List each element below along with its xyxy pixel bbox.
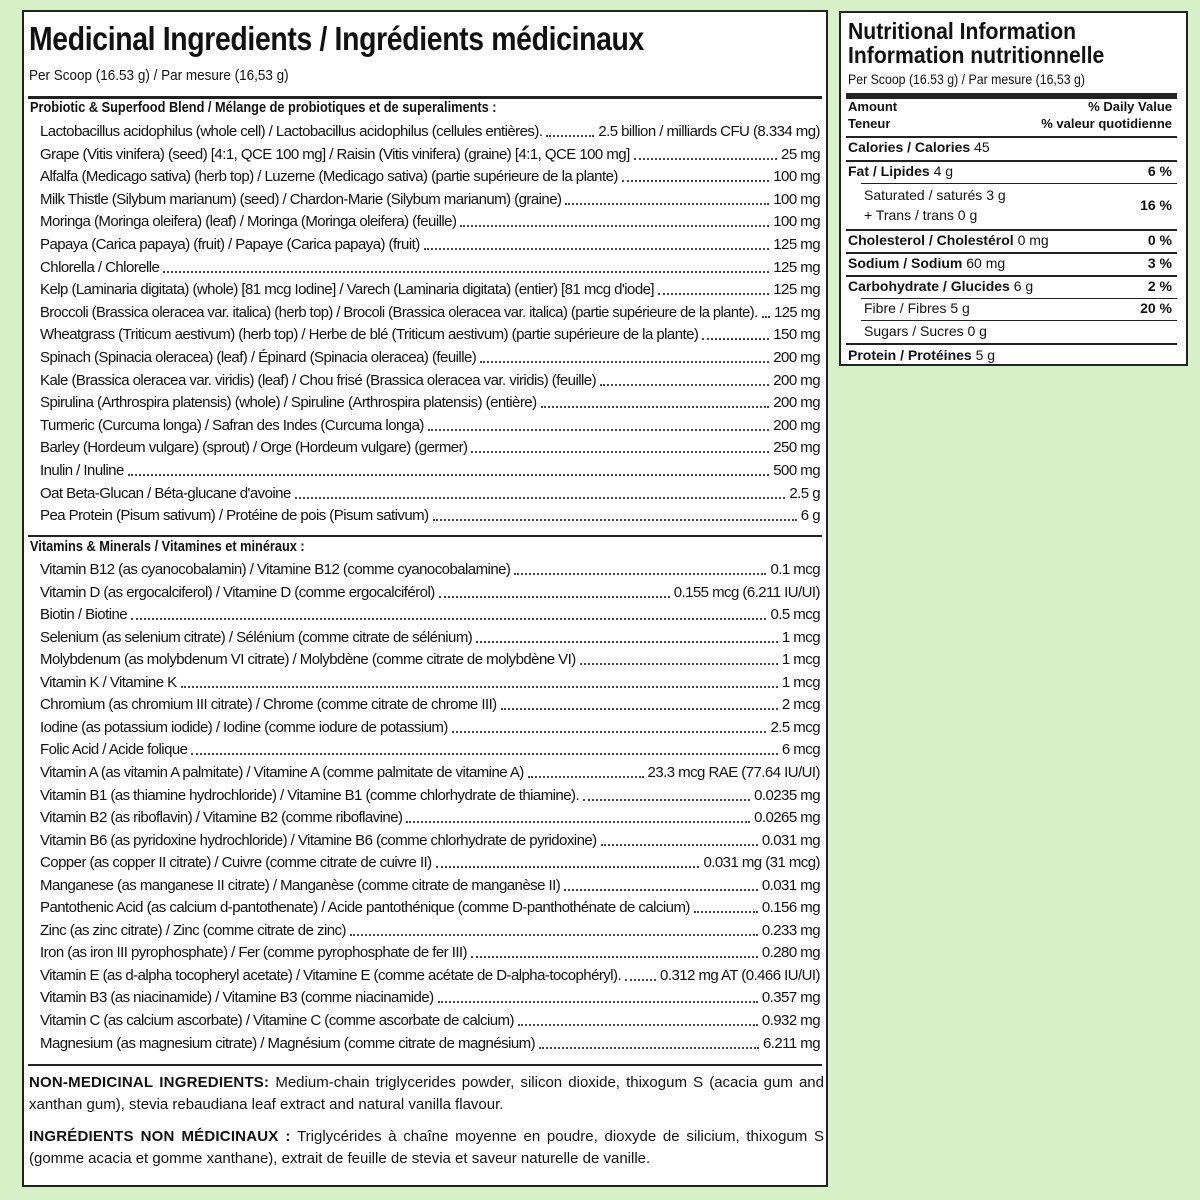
leader-dots [424, 248, 770, 250]
ingredient-name: Milk Thistle (Silybum marianum) (seed) / Chardon-Marie (Silybum marianum) (graine) [40, 190, 562, 208]
ingredient-name: Manganese (as manganese II citrate) / Manganèse (comme citrate de manganèse II) [40, 876, 561, 894]
ingredient-name: Vitamin B3 (as niacinamide) / Vitamine B3 (comme niacinamide) [40, 989, 434, 1007]
non-medicinal-en-text: Medium-chain triglycerides powder, silicon dioxide, thixogum S (acacia gum and xanthan gum), stevia rebaudiana leaf extract and natural vanilla flavour. [29, 1074, 824, 1113]
ingredient-amount: 2 mcg [781, 696, 820, 714]
ingredient-amount: 25 mg [781, 145, 820, 163]
ingredient-name: Spinach (Spinacia oleracea) (leaf) / Épinard (Spinacia oleracea) (feuille) [40, 349, 477, 366]
leader-dots [546, 135, 594, 137]
ingredient-name: Broccoli (Brassica oleracea var. italica) (herb top) / Brocoli (Brassica oleracea var. italica) (partie supérieure de la plante). [40, 304, 758, 321]
ingredient-amount: 200 mg [773, 371, 820, 389]
ingredient-name: Molybdenum (as molybdenum VI citrate) / Molybdène (comme citrate de molybdène VI) [40, 651, 576, 669]
blend-row [40, 142, 820, 164]
ingredient-name: Vitamin C (as calcium ascorbate) / Vitamine C (comme ascorbate de calcium) [40, 1012, 514, 1029]
amount-header: Amount [848, 99, 898, 114]
cholesterol-dv: 0 % [1147, 232, 1172, 248]
vitamin-row [40, 828, 820, 850]
saturated-dv-row [848, 196, 1172, 214]
vitamin-row [40, 918, 820, 940]
fibre-row [864, 299, 1172, 317]
leader-dots [471, 956, 758, 958]
fibre-label: Fibre / Fibres [864, 300, 947, 316]
ingredient-amount: 2.5 mcg [770, 718, 820, 736]
leader-dots [622, 180, 769, 182]
leader-dots [539, 1047, 759, 1049]
cholesterol-label: Cholesterol / Cholestérol [848, 232, 1014, 248]
ingredient-amount: 6 mcg [781, 741, 820, 759]
leader-dots [471, 451, 769, 453]
non-medicinal-fr-text: Triglycérides à chaîne moyenne en poudre, dioxyde de silicium, thixogum S (gomme acacia et gomme xanthane), extrait de feuille de stevia et saveur naturelle de vanille. [29, 1128, 824, 1167]
trans-label: + Trans / trans [864, 207, 954, 223]
blend-row [40, 345, 820, 367]
rule [846, 343, 1177, 345]
ingredient-name: Moringa (Moringa oleifera) (leaf) / Moringa (Moringa oleifera) (feuille) [40, 213, 457, 231]
ingredient-amount: 0.357 mg [761, 989, 820, 1007]
ingredient-name: Pantothenic Acid (as calcium d-pantothenate) / Acide pantothénique (comme D-panthothénate de calcium) [40, 899, 690, 917]
leader-dots [514, 573, 766, 575]
leader-dots [350, 934, 758, 936]
ingredient-name: Iodine (as potassium iodide) / Iodine (comme iodure de potassium) [40, 718, 448, 736]
leader-dots [658, 293, 769, 295]
ingredient-name: Barley (Hordeum vulgare) (sprout) / Orge (Hordeum vulgare) (germer) [40, 439, 468, 457]
ingredient-amount: 0.932 mg [761, 1012, 820, 1029]
carbohydrate-label: Carbohydrate / Glucides [848, 278, 1010, 294]
ingredient-amount: 0.031 mg [761, 831, 820, 849]
blend-row [40, 322, 820, 344]
ingredient-amount: 500 mg [773, 462, 820, 479]
sugars-row [864, 322, 1172, 340]
leader-dots [600, 384, 769, 386]
leader-dots [460, 225, 769, 227]
nutrition-title-en: Nutritional Information [848, 18, 1077, 44]
fat-value: 4 g [933, 163, 954, 179]
fat-label: Fat / Lipides [848, 163, 930, 179]
sodium-dv: 3 % [1147, 255, 1172, 271]
ingredient-amount: 2.5 g [789, 484, 820, 502]
ingredient-name: Chlorella / Chlorelle [40, 258, 160, 276]
cholesterol-value: 0 mg [1017, 232, 1049, 248]
protein-value: 5 g [975, 347, 996, 363]
ingredient-name: Selenium (as selenium citrate) / Sélénium (comme citrate de sélénium) [40, 628, 473, 646]
ingredient-amount: 0.031 mg (31 mcg) [703, 854, 820, 872]
ingredient-name: Oat Beta-Glucan / Béta-glucane d'avoine [40, 484, 291, 502]
vitamin-row [40, 873, 820, 895]
ingredient-amount: 100 mg [773, 168, 820, 186]
leader-dots [131, 618, 766, 620]
protein-label: Protein / Protéines [848, 347, 972, 363]
ingredient-amount: 0.280 mg [761, 944, 820, 962]
non-medicinal-en [29, 1072, 824, 1116]
ingredient-amount: 125 mg [773, 236, 820, 253]
ingredient-amount: 0.312 mg AT (0.466 IU/UI) [660, 966, 820, 984]
blend-row [40, 458, 820, 480]
leader-dots [439, 596, 670, 598]
blend-row [40, 119, 820, 141]
leader-dots [601, 844, 758, 846]
vitamin-row [40, 715, 820, 737]
vitamin-row [40, 625, 820, 647]
ingredient-name: Vitamin B1 (as thiamine hydrochloride) / Vitamine B1 (comme chlorhydrate de thiamine). [40, 786, 580, 804]
leader-dots [438, 1001, 758, 1003]
calories-value: 45 [974, 139, 990, 155]
saturated-value: 3 g [986, 187, 1006, 203]
blend-row [40, 390, 820, 412]
nutrition-facts-panel [839, 11, 1188, 366]
vitamin-row [40, 940, 820, 962]
protein-row [848, 346, 1172, 364]
ingredient-amount: 125 mg [773, 258, 820, 276]
fibre-value: 5 g [950, 300, 970, 316]
vitamin-row [40, 963, 820, 985]
trans-value: 0 g [957, 207, 978, 223]
ingredient-amount: 1 mcg [781, 651, 820, 669]
ingredient-name: Vitamin B12 (as cyanocobalamin) / Vitamine B12 (comme cyanocobalamine) [40, 561, 511, 578]
ingredient-name: Zinc (as zinc citrate) / Zinc (comme citrate de zinc) [40, 921, 346, 939]
rule [861, 320, 1177, 321]
medicinal-title: Medicinal Ingredients / Ingrédients médicinaux [29, 20, 644, 57]
ingredient-name: Wheatgrass (Triticum aestivum) (herb top) / Herbe de blé (Triticum aestivum) (partie supérieure de la plante) [40, 326, 699, 344]
leader-dots [634, 158, 777, 160]
blend-row [40, 413, 820, 435]
leader-dots [702, 338, 769, 340]
fat-row [848, 162, 1172, 180]
non-medicinal-en-label: NON-MEDICINAL INGREDIENTS: [29, 1074, 270, 1091]
vitamin-row [40, 1031, 820, 1053]
daily-value-header-fr: % valeur quotidienne [1041, 116, 1172, 131]
leader-dots [436, 866, 700, 868]
sodium-value: 60 mg [966, 255, 1006, 271]
blend-row [40, 187, 820, 209]
ingredient-amount: 0.5 mcg [770, 606, 820, 624]
daily-value-header: % Daily Value [1088, 99, 1172, 114]
ingredient-name: Kale (Brassica oleracea var. viridis) (leaf) / Chou frisé (Brassica oleracea var. viridis) (feuille) [40, 371, 597, 389]
leader-dots [565, 203, 769, 205]
carbohydrate-dv: 2 % [1147, 278, 1172, 294]
leader-dots [541, 406, 770, 408]
vitamin-row [40, 580, 820, 602]
ingredient-amount: 200 mg [773, 416, 820, 434]
ingredient-name: Vitamin B2 (as riboflavin) / Vitamine B2 (comme riboflavine) [40, 809, 403, 827]
sugars-value: 0 g [967, 323, 987, 339]
leader-dots [191, 753, 777, 755]
vitamin-row [40, 670, 820, 692]
blend-row [40, 368, 820, 390]
sugars-label: Sugars / Sucres [864, 323, 964, 339]
ingredient-amount: 200 mg [773, 349, 820, 366]
ingredient-amount: 125 mg [773, 281, 820, 299]
leader-dots [480, 361, 769, 363]
carbohydrate-row [848, 277, 1172, 295]
ingredient-amount: 6.211 mg [762, 1034, 820, 1052]
vitamin-row [40, 783, 820, 805]
vitamin-row [40, 557, 820, 579]
vitamin-row [40, 985, 820, 1007]
medicinal-serving: Per Scoop (16.53 g) / Par mesure (16,53 g) [29, 67, 289, 84]
divider [28, 1064, 822, 1066]
blend-row [40, 277, 820, 299]
ingredient-amount: 0.156 mg [761, 899, 820, 917]
leader-dots [762, 316, 770, 318]
vitamin-row [40, 895, 820, 917]
divider [28, 96, 822, 99]
leader-dots [428, 429, 769, 431]
leader-dots [528, 776, 644, 778]
ingredient-name: Magnesium (as magnesium citrate) / Magnésium (comme citrate de magnésium) [40, 1034, 536, 1052]
blend-row [40, 300, 820, 322]
ingredient-amount: 100 mg [773, 190, 820, 208]
leader-dots [476, 641, 778, 643]
vitamin-row [40, 850, 820, 872]
calories-row [848, 138, 1172, 156]
blend-row [40, 255, 820, 277]
divider [28, 535, 822, 537]
ingredient-name: Lactobacillus acidophilus (whole cell) / Lactobacillus acidophilus (cellules entières). [40, 123, 543, 140]
carbohydrate-value: 6 g [1013, 278, 1034, 294]
teneur-header: Teneur [848, 116, 891, 131]
ingredient-amount: 100 mg [773, 213, 820, 231]
ingredient-name: Vitamin E (as d-alpha tocopheryl acetate) / Vitamine E (comme acétate de D-alpha-tocophéryl). [40, 966, 622, 984]
leader-dots [295, 497, 786, 499]
sodium-row [848, 254, 1172, 272]
ingredient-amount: 23.3 mcg RAE (77.64 IU/UI) [647, 763, 820, 781]
vitamin-row [40, 1008, 820, 1030]
ingredient-amount: 2.5 billion / milliards CFU (8.334 mg) [598, 123, 820, 140]
blend-row [40, 232, 820, 254]
ingredient-amount: 150 mg [773, 326, 820, 344]
cholesterol-row [848, 231, 1172, 249]
ingredient-amount: 0.1 mcg [770, 561, 820, 578]
leader-dots [580, 663, 778, 665]
vitamin-row [40, 602, 820, 624]
ingredient-amount: 1 mcg [781, 673, 820, 691]
leader-dots [452, 731, 767, 733]
ingredient-name: Vitamin K / Vitamine K [40, 673, 177, 691]
calories-label: Calories / Calories [848, 139, 971, 155]
ingredient-name: Inulin / Inuline [40, 462, 124, 479]
ingredient-name: Turmeric (Curcuma longa) / Safran des Indes (Curcuma longa) [40, 416, 424, 434]
leader-dots [694, 911, 758, 913]
ingredient-amount: 0.0265 mg [754, 809, 820, 827]
ingredient-name: Pea Protein (Pisum sativum) / Protéine de pois (Pisum sativum) [40, 507, 429, 525]
ingredient-amount: 125 mg [774, 304, 820, 321]
sodium-label: Sodium / Sodium [848, 255, 963, 271]
fibre-dv: 20 % [1140, 300, 1172, 316]
leader-dots [181, 686, 778, 688]
ingredient-name: Kelp (Laminaria digitata) (whole) [81 mcg Iodine] / Varech (Laminaria digitata) (entier) [81 mcg d'iode] [40, 281, 655, 299]
ingredient-name: Vitamin D (as ergocalciferol) / Vitamine D (comme ergocalciférol) [40, 583, 435, 601]
ingredient-name: Grape (Vitis vinifera) (seed) [4:1, QCE 100 mg] / Raisin (Vitis vinifera) (graine) [4:1, QCE 100 mg] [40, 145, 630, 163]
ingredient-amount: 200 mg [773, 394, 820, 412]
leader-dots [518, 1024, 758, 1026]
nutrition-title-fr: Information nutritionnelle [848, 42, 1105, 68]
ingredient-name: Vitamin A (as vitamin A palmitate) / Vitamine A (comme palmitate de vitamine A) [40, 763, 524, 781]
ingredient-amount: 1 mcg [781, 628, 820, 646]
blend-title: Probiotic & Superfood Blend / Mélange de probiotiques et de superaliments : [30, 100, 497, 116]
leader-dots [564, 889, 758, 891]
blend-row [40, 503, 820, 525]
ingredient-name: Biotin / Biotine [40, 606, 128, 624]
blend-row [40, 481, 820, 503]
leader-dots [406, 821, 750, 823]
leader-dots [501, 708, 778, 710]
vitamin-row [40, 647, 820, 669]
leader-dots [583, 799, 750, 801]
fat-dv: 6 % [1147, 163, 1172, 179]
ingredient-name: Papaya (Carica papaya) (fruit) / Papaye (Carica papaya) (fruit) [40, 236, 420, 253]
nutrition-serving: Per Scoop (16.53 g) / Par mesure (16,53 g) [848, 71, 1085, 87]
non-medicinal-fr-label: INGRÉDIENTS NON MÉDICINAUX : [29, 1128, 291, 1145]
non-medicinal-fr [29, 1126, 824, 1170]
ingredient-amount: 0.0235 mg [754, 786, 820, 804]
rule [861, 183, 1177, 184]
ingredient-amount: 0.233 mg [761, 921, 820, 939]
blend-row [40, 164, 820, 186]
vitamin-row [40, 737, 820, 759]
leader-dots [128, 474, 770, 476]
ingredient-amount: 6 g [800, 507, 820, 525]
ingredient-amount: 0.155 mcg (6.211 IU/UI) [673, 583, 820, 601]
blend-row [40, 435, 820, 457]
ingredient-name: Alfalfa (Medicago sativa) (herb top) / Luzerne (Medicago sativa) (partie supérieure de la plante) [40, 168, 618, 186]
ingredient-name: Iron (as iron III pyrophosphate) / Fer (comme pyrophosphate de fer III) [40, 944, 467, 962]
ingredient-name: Folic Acid / Acide folique [40, 741, 188, 759]
medicinal-ingredients-panel [22, 10, 828, 1187]
blend-row [40, 209, 820, 231]
saturated-label: Saturated / saturés [864, 187, 983, 203]
ingredient-amount: 0.031 mg [761, 876, 820, 894]
vitamin-row [40, 692, 820, 714]
vitamins-title: Vitamins & Minerals / Vitamines et minéraux : [30, 539, 305, 555]
ingredient-name: Chromium (as chromium III citrate) / Chrome (comme citrate de chrome III) [40, 696, 497, 714]
ingredient-amount: 250 mg [773, 439, 820, 457]
ingredient-name: Spirulina (Arthrospira platensis) (whole) / Spiruline (Arthrospira platensis) (entière) [40, 394, 537, 412]
leader-dots [433, 519, 797, 521]
vitamin-row [40, 805, 820, 827]
leader-dots [163, 271, 769, 273]
leader-dots [625, 979, 656, 981]
ingredient-name: Copper (as copper II citrate) / Cuivre (comme citrate de cuivre II) [40, 854, 432, 872]
vitamin-row [40, 760, 820, 782]
saturated-dv: 16 % [1140, 197, 1172, 213]
ingredient-name: Vitamin B6 (as pyridoxine hydrochloride) / Vitamine B6 (comme chlorhydrate de pyridoxine) [40, 831, 597, 849]
